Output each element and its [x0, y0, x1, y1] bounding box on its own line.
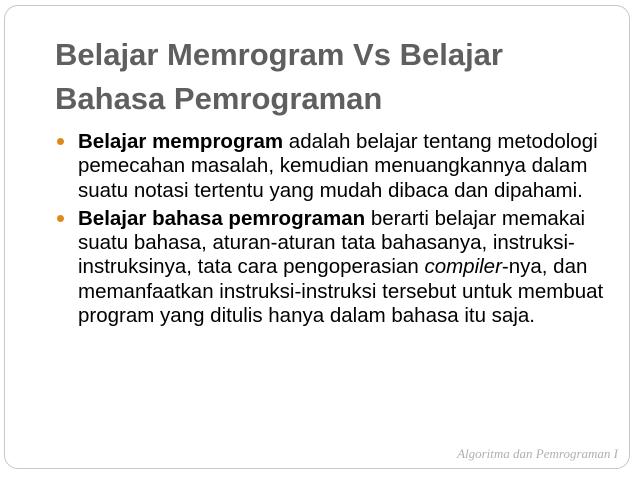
- bullet-body-end: -nya, dan memanfaatkan instruksi-instruksi tersebut untuk membuat program yang ditulis hanya dalam bahasa itu saja.: [78, 255, 604, 328]
- bullet-italic-term: compiler: [424, 255, 502, 279]
- bullet-bold-term: Belajar memprogram: [78, 130, 284, 153]
- bullet-bold-term: Belajar bahasa pemrograman: [78, 206, 366, 230]
- bullet-item-programming: [57, 130, 627, 203]
- bullet-dot-icon: [57, 138, 64, 145]
- bullet-text: [78, 207, 603, 327]
- slide-footer: Algoritma dan Pemrograman I: [457, 446, 618, 461]
- slide-title: Belajar Memrogram Vs Belajar Bahasa Pemrograman: [55, 37, 503, 116]
- bullet-list: [57, 130, 627, 332]
- bullet-dot-icon: [57, 215, 64, 222]
- bullet-item-language: [57, 207, 627, 328]
- bullet-body: adalah belajar tentang metodologi pemecahan masalah, kemudian menuangkannya dalam suatu notasi tertentu yang mudah dibaca dan dipahami.: [78, 130, 598, 202]
- bullet-body-start: berarti belajar memakai suatu bahasa, aturan-aturan tata bahasanya, instruksi-instruksinya, tata cara pengoperasian: [78, 206, 586, 279]
- bullet-text: [78, 130, 598, 202]
